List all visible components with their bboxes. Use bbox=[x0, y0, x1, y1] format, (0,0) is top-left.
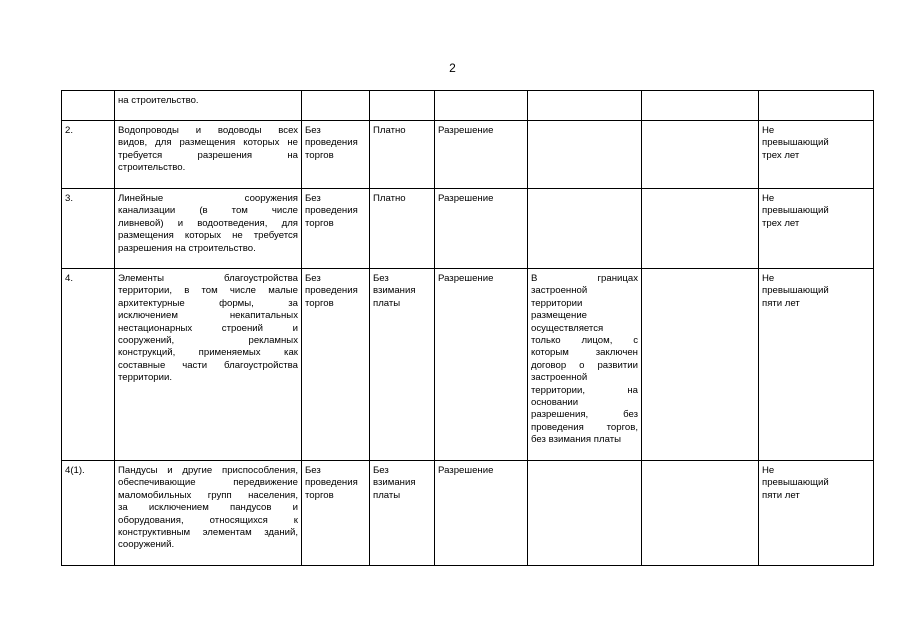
table-row bbox=[62, 121, 874, 189]
object-description-cell bbox=[115, 461, 302, 566]
table-row bbox=[62, 91, 874, 121]
document-cell-text: Разрешение bbox=[438, 125, 494, 136]
document-cell bbox=[435, 189, 528, 269]
procedure-cell-text: Без проведения торгов bbox=[305, 125, 358, 161]
conditions-cell-line: застроенной bbox=[531, 285, 588, 297]
conditions-cell-line: размещение bbox=[531, 310, 588, 322]
row-number-cell bbox=[62, 91, 115, 121]
term-cell-text: Не превышающий пяти лет bbox=[762, 465, 829, 501]
conditions-cell-line: застроенной bbox=[531, 372, 588, 384]
extra-cell bbox=[642, 121, 759, 189]
extra-cell bbox=[642, 189, 759, 269]
term-cell bbox=[759, 121, 874, 189]
object-description-cell bbox=[115, 269, 302, 461]
conditions-cell-line: без взимания платы bbox=[531, 434, 621, 446]
conditions-cell bbox=[528, 91, 642, 121]
payment-cell bbox=[370, 461, 435, 566]
object-description-cell-line: строительство. bbox=[118, 162, 186, 174]
payment-cell bbox=[370, 269, 435, 461]
object-description-cell-line: Водопроводы и водоводы всех bbox=[118, 125, 298, 136]
object-description-cell-line: обеспечивающие передвижение bbox=[118, 477, 298, 489]
procedure-cell-text: Без проведения торгов bbox=[305, 273, 358, 309]
procedure-cell bbox=[302, 269, 370, 461]
object-description-cell-line: размещения которых не требуется bbox=[118, 230, 298, 242]
object-description-cell-line: на строительство. bbox=[118, 95, 199, 106]
object-description-cell bbox=[115, 121, 302, 189]
term-cell bbox=[759, 91, 874, 121]
conditions-cell-line: только лицом, с bbox=[531, 335, 638, 347]
object-description-cell-line: территории, в том числе малые bbox=[118, 285, 298, 297]
object-description-cell-line: составные части благоустройства bbox=[118, 359, 298, 371]
conditions-cell-line: территории, на bbox=[531, 384, 638, 396]
procedure-cell bbox=[302, 461, 370, 566]
conditions-cell-line: проведения торгов, bbox=[531, 421, 638, 433]
payment-cell-text: Платно bbox=[373, 193, 406, 204]
conditions-cell bbox=[528, 189, 642, 269]
object-description-cell-line: территории. bbox=[118, 372, 172, 384]
conditions-cell-line: разрешения, без bbox=[531, 409, 638, 421]
term-cell-text: Не превышающий трех лет bbox=[762, 125, 829, 161]
object-description-cell-line: архитектурные формы, за bbox=[118, 297, 298, 309]
page-number: 2 bbox=[449, 61, 456, 75]
extra-cell bbox=[642, 461, 759, 566]
object-description-cell-line: Элементы благоустройства bbox=[118, 273, 298, 284]
term-cell-text: Не превышающий трех лет bbox=[762, 193, 829, 229]
row-number-cell-text: 2. bbox=[65, 125, 74, 136]
object-description-cell-line: требуется разрешения на bbox=[118, 149, 298, 161]
document-cell bbox=[435, 91, 528, 121]
row-number-cell-text: 4(1). bbox=[65, 465, 85, 476]
term-cell bbox=[759, 269, 874, 461]
table-row bbox=[62, 189, 874, 269]
object-description-cell-line: канализации (в том числе bbox=[118, 205, 298, 217]
object-description-cell bbox=[115, 189, 302, 269]
conditions-cell bbox=[528, 461, 642, 566]
object-description-cell-line: видов, для размещения которых не bbox=[118, 137, 298, 149]
table-row bbox=[62, 269, 874, 461]
conditions-cell-line: территории bbox=[531, 297, 583, 309]
object-description-cell-line: ливневой) и водоотведения, для bbox=[118, 217, 298, 229]
object-description-cell-line: разрешения на строительство. bbox=[118, 242, 256, 254]
extra-cell bbox=[642, 269, 759, 461]
conditions-cell-line: В границах bbox=[531, 273, 638, 284]
payment-cell bbox=[370, 189, 435, 269]
term-cell-text: Не превышающий пяти лет bbox=[762, 273, 829, 309]
object-description-cell-line: Линейные сооружения bbox=[118, 193, 298, 204]
procedure-cell bbox=[302, 121, 370, 189]
extra-cell bbox=[642, 91, 759, 121]
payment-cell-text: Без взимания платы bbox=[373, 273, 416, 309]
document-cell-text: Разрешение bbox=[438, 465, 494, 476]
procedure-cell bbox=[302, 189, 370, 269]
object-description-cell-line: конструкций, применяемых как bbox=[118, 347, 298, 359]
conditions-cell-line: основании bbox=[531, 397, 579, 409]
object-description-cell-line: конструктивным элементам зданий, bbox=[118, 527, 298, 539]
procedure-cell-text: Без проведения торгов bbox=[305, 193, 358, 229]
object-description-cell-line: нестационарных строений и bbox=[118, 322, 298, 334]
term-cell bbox=[759, 461, 874, 566]
document-cell bbox=[435, 461, 528, 566]
document-cell-text: Разрешение bbox=[438, 273, 494, 284]
conditions-cell-line: осуществляется bbox=[531, 322, 604, 334]
object-description-cell-line: сооружений. bbox=[118, 539, 175, 551]
object-description-cell-line: за исключением пандусов и bbox=[118, 502, 298, 514]
document-cell-text: Разрешение bbox=[438, 193, 494, 204]
document-cell bbox=[435, 121, 528, 189]
payment-cell-text: Платно bbox=[373, 125, 406, 136]
table-body bbox=[62, 91, 874, 566]
object-description-cell-line: исключением некапитальных bbox=[118, 310, 298, 322]
row-number-cell bbox=[62, 461, 115, 566]
object-description-cell-line: оборудования, относящихся к bbox=[118, 514, 298, 526]
object-description-cell-line: маломобильных групп населения, bbox=[118, 489, 298, 501]
object-description-cell-line: сооружений, рекламных bbox=[118, 335, 298, 347]
conditions-cell-line: которым заключен bbox=[531, 347, 638, 359]
row-number-cell bbox=[62, 269, 115, 461]
conditions-cell bbox=[528, 121, 642, 189]
payment-cell-text: Без взимания платы bbox=[373, 465, 416, 501]
payment-cell bbox=[370, 91, 435, 121]
object-description-cell-line: Пандусы и другие приспособления, bbox=[118, 465, 298, 476]
row-number-cell bbox=[62, 121, 115, 189]
document-cell bbox=[435, 269, 528, 461]
conditions-cell bbox=[528, 269, 642, 461]
row-number-cell-text: 3. bbox=[65, 193, 74, 204]
row-number-cell-text: 4. bbox=[65, 273, 74, 284]
permits-table bbox=[61, 90, 874, 566]
procedure-cell bbox=[302, 91, 370, 121]
object-description-cell bbox=[115, 91, 302, 121]
term-cell bbox=[759, 189, 874, 269]
table-row bbox=[62, 461, 874, 566]
procedure-cell-text: Без проведения торгов bbox=[305, 465, 358, 501]
conditions-cell-line: договор о развитии bbox=[531, 359, 638, 371]
row-number-cell bbox=[62, 189, 115, 269]
payment-cell bbox=[370, 121, 435, 189]
